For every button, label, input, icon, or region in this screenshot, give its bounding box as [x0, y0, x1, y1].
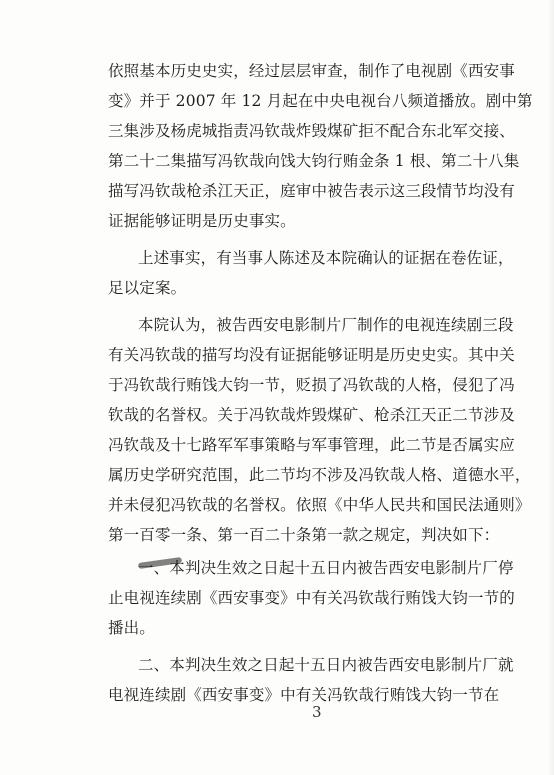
text-line: 电视连续剧《西安事变》中有关冯钦哉行贿饯大钧一节在: [108, 686, 500, 704]
text-line: 钦哉的名誉权。关于冯钦哉炸毁煤矿、枪杀江天正二节涉及: [108, 406, 515, 424]
text-line: 播出。: [108, 619, 155, 637]
text-line: 二、本判决生效之日起十五日内被告西安电影制片厂就: [138, 656, 514, 674]
text-line: 冯钦哉及十七路军军事策略与军事管理，此二节是否属实应: [108, 436, 515, 454]
page-number: 3: [312, 703, 322, 721]
text-line: 止电视连续剧《西安事变》中有关冯钦哉行贿饯大钧一节的: [108, 589, 515, 607]
scan-edge-shadow: [548, 0, 554, 775]
text-line: 第二十二集描写冯钦哉向饯大钧行贿金条 1 根、第二十八集: [108, 152, 520, 170]
text-line: 属历史学研究范围，此二节均不涉及冯钦哉人格、道德水平，: [108, 466, 531, 484]
text-line: 本院认为，被告西安电影制片厂制作的电视连续剧三段: [138, 316, 514, 334]
text-line: 三集涉及杨虎城指责冯钦哉炸毁煤矿拒不配合东北军交接、: [108, 122, 515, 140]
text-line: 上述事实，有当事人陈述及本院确认的证据在卷佐证，: [138, 249, 514, 267]
text-line: 于冯钦哉行贿饯大钧一节，贬损了冯钦哉的人格，侵犯了冯: [108, 376, 515, 394]
text-line: 证据能够证明是历史事实。: [108, 212, 296, 230]
text-line: 有关冯钦哉的描写均没有证据能够证明是历史史实。其中关: [108, 346, 515, 364]
text-line: 第一百零一条、第一百二十条第一款之规定，判决如下：: [108, 526, 500, 544]
text-line: 描写冯钦哉枪杀江天正，庭审中被告表示这三段情节均没有: [108, 182, 515, 200]
text-line: 一、本判决生效之日起十五日内被告西安电影制片厂停: [138, 559, 514, 577]
text-line: 足以定案。: [108, 279, 187, 297]
text-line: 并未侵犯冯钦哉的名誉权。依照《中华人民共和国民法通则》: [108, 496, 531, 514]
text-line: 依照基本历史史实，经过层层审查，制作了电视剧《西安事: [108, 62, 515, 80]
text-line: 变》并于 2007 年 12 月起在中央电视台八频道播放。剧中第: [108, 92, 533, 110]
